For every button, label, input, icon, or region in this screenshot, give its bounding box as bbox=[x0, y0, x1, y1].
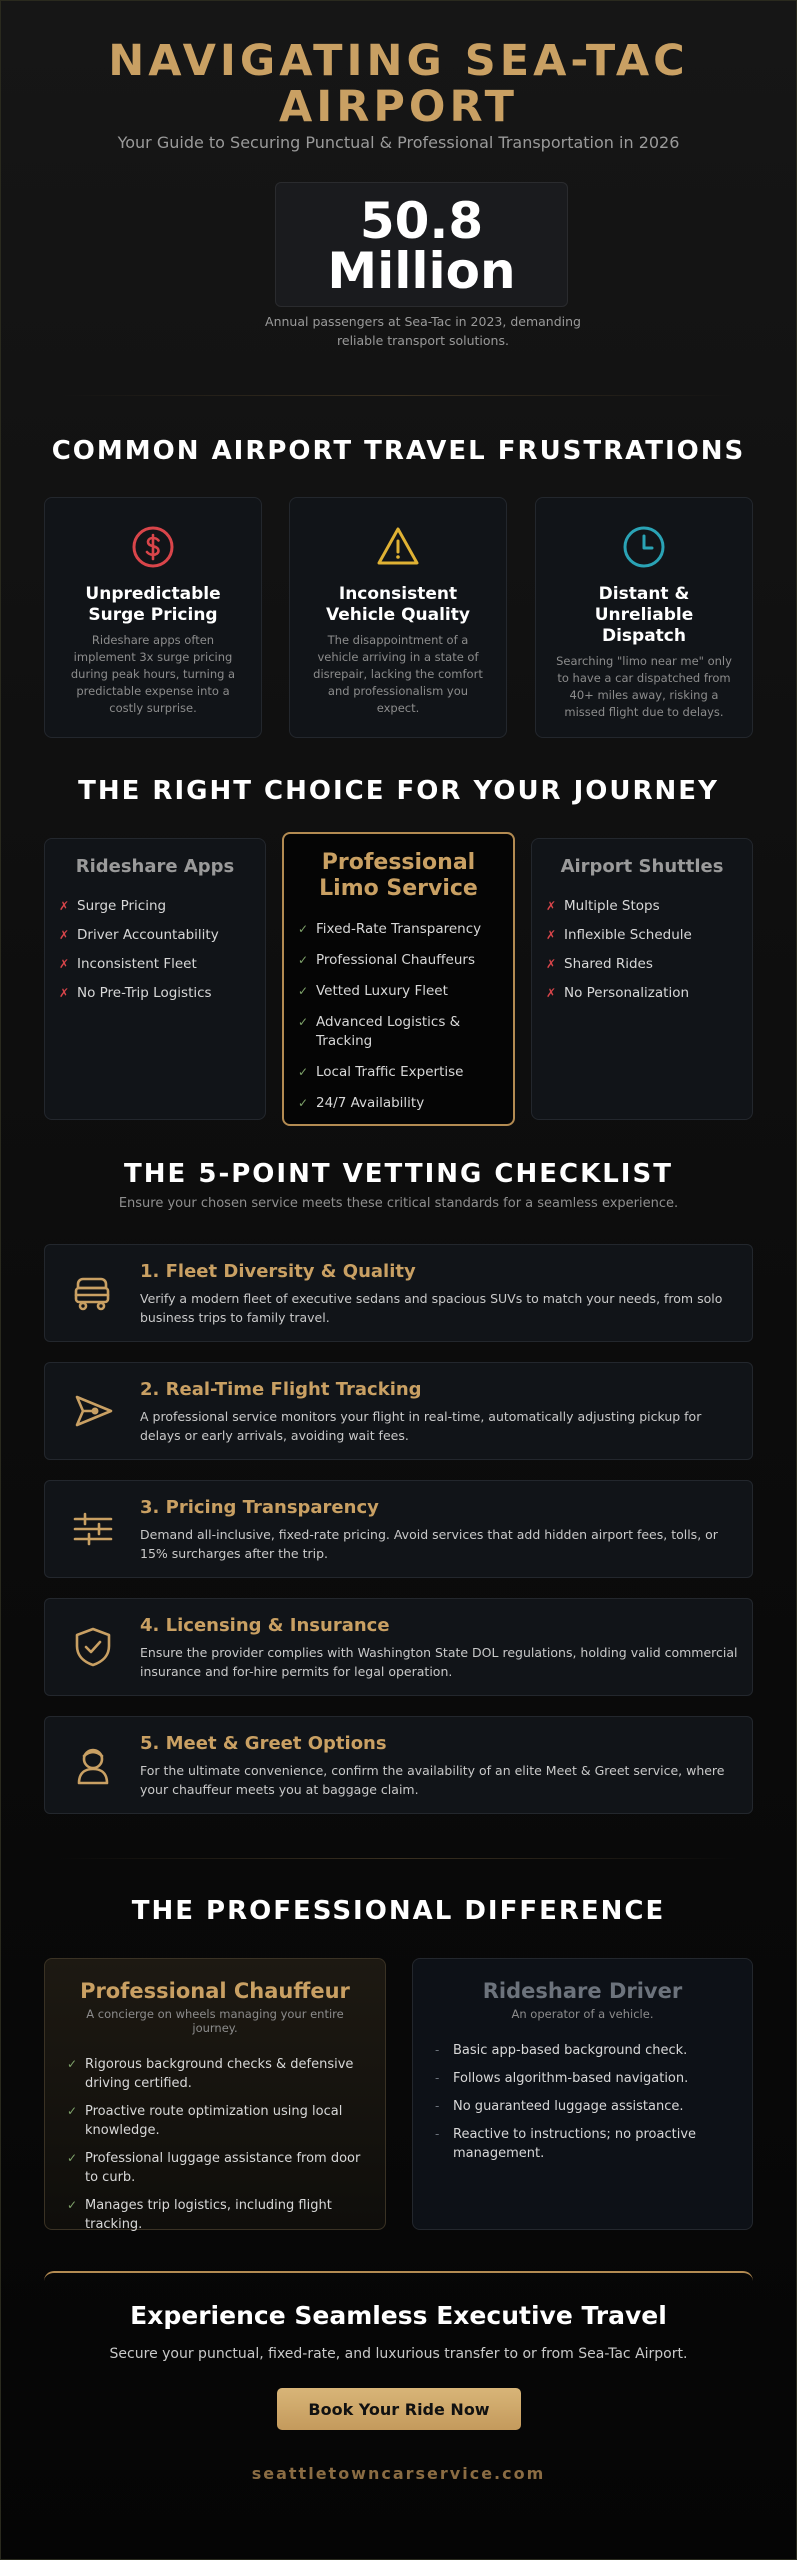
chauffeur-card bbox=[44, 1958, 386, 2230]
x-icon: ✗ bbox=[546, 899, 557, 913]
checklist-item bbox=[44, 1716, 753, 1814]
section-divider bbox=[60, 395, 737, 396]
cta-subtitle: Secure your punctual, fixed-rate, and luxurious transfer to or from Sea-Tac Airport. bbox=[109, 2346, 688, 2362]
stat-description: Annual passengers at Sea-Tac in 2023, demanding reliable transport solutions. bbox=[265, 314, 581, 348]
list-item: - Follows algorithm-based navigation. bbox=[435, 2071, 689, 2086]
check-icon: ✓ bbox=[298, 953, 309, 967]
check-icon: ✓ bbox=[298, 922, 309, 936]
list-item: ✗ Multiple Stops bbox=[546, 898, 660, 914]
rideshare-list bbox=[59, 897, 251, 1003]
checklist-item-title: 1. Fleet Diversity & Quality bbox=[140, 1261, 416, 1282]
chauffeur-list bbox=[67, 2055, 363, 2234]
dash-icon: - bbox=[435, 2127, 440, 2141]
checklist-item bbox=[44, 1598, 753, 1696]
check-icon: ✓ bbox=[67, 2104, 78, 2118]
rideshare-driver-card bbox=[412, 1958, 753, 2230]
chauffeur-icon bbox=[71, 1743, 115, 1787]
list-item: ✓ Proactive route optimization using local knowledge. bbox=[67, 2104, 343, 2138]
check-icon: ✓ bbox=[67, 2151, 78, 2165]
dash-icon: - bbox=[435, 2071, 440, 2085]
list-item: ✗ No Personalization bbox=[546, 985, 690, 1001]
rideshare-driver-title: Rideshare Driver bbox=[482, 1979, 683, 2003]
choice-title: THE RIGHT CHOICE FOR YOUR JOURNEY bbox=[78, 776, 719, 806]
checklist-item-description: A professional service monitors your flight in real-time, automatically adjusting pickup for delays or early arrivals, avoiding wait fees. bbox=[140, 1409, 702, 1443]
rideshare-title: Rideshare Apps bbox=[75, 856, 235, 877]
rideshare-driver-subtitle: An operator of a vehicle. bbox=[511, 2007, 654, 2021]
stat-value: 50.8 bbox=[359, 192, 484, 250]
chauffeur-title: Professional Chauffeur bbox=[80, 1979, 350, 2003]
x-icon: ✗ bbox=[546, 986, 557, 1000]
stat-unit: Million bbox=[327, 242, 516, 300]
checklist-item bbox=[44, 1362, 753, 1460]
list-item: ✓ Professional luggage assistance from door to curb. bbox=[67, 2151, 361, 2185]
checklist-subtitle: Ensure your chosen service meets these critical standards for a seamless experience. bbox=[118, 1196, 679, 1211]
limo-list bbox=[298, 920, 499, 1113]
list-item: ✗ Inflexible Schedule bbox=[546, 927, 692, 943]
checklist-item-description: Ensure the provider complies with Washington State DOL regulations, holding valid commercial insurance and for-hire permits for legal operation. bbox=[140, 1645, 738, 1679]
shuttle-list bbox=[546, 897, 738, 1003]
check-icon: ✓ bbox=[298, 984, 309, 998]
check-icon: ✓ bbox=[298, 1096, 309, 1110]
shield-check-icon bbox=[71, 1625, 115, 1669]
list-item: ✓ 24/7 Availability bbox=[298, 1095, 425, 1111]
x-icon: ✗ bbox=[59, 986, 70, 1000]
list-item: - Reactive to instructions; no proactive management. bbox=[435, 2127, 697, 2161]
frustration-description: The disappointment of a vehicle arriving in a state of disrepair, lacking the comfort and professionalism you expect. bbox=[313, 633, 483, 715]
list-item: - No guaranteed luggage assistance. bbox=[435, 2099, 684, 2114]
rideshare-comparison-card bbox=[44, 838, 266, 1120]
passenger-stat-card bbox=[265, 182, 581, 348]
list-item: ✓ Local Traffic Expertise bbox=[298, 1064, 464, 1080]
limo-title: Professional Limo Service bbox=[319, 850, 478, 901]
frustration-card bbox=[535, 497, 753, 738]
list-item: - Basic app-based background check. bbox=[435, 2043, 688, 2058]
list-item: ✗ Shared Rides bbox=[546, 956, 653, 972]
checklist-item bbox=[44, 1244, 753, 1342]
checklist-item-title: 2. Real-Time Flight Tracking bbox=[140, 1379, 422, 1400]
frustration-description: Rideshare apps often implement 3x surge pricing during peak hours, turning a predictable expense into a costly surprise. bbox=[70, 633, 236, 715]
car-icon bbox=[71, 1271, 115, 1315]
frustration-card bbox=[289, 497, 507, 738]
clock-icon bbox=[621, 524, 667, 570]
x-icon: ✗ bbox=[546, 957, 557, 971]
checklist-item-title: 3. Pricing Transparency bbox=[140, 1497, 379, 1518]
warning-icon bbox=[375, 524, 421, 570]
shuttle-comparison-card bbox=[531, 838, 753, 1120]
list-item: ✓ Fixed-Rate Transparency bbox=[298, 921, 482, 937]
frustrations-title: COMMON AIRPORT TRAVEL FRUSTRATIONS bbox=[51, 436, 746, 466]
website-link[interactable]: seattletowncarservice.com bbox=[251, 2464, 546, 2483]
cta-accent-line bbox=[44, 2271, 753, 2281]
checklist-item-description: For the ultimate convenience, confirm the availability of an elite Meet & Greet service, where your chauffeur meets you at baggage claim. bbox=[140, 1763, 725, 1797]
frustration-card bbox=[44, 497, 262, 738]
frustration-description: Searching "limo near me" only to have a car dispatched from 40+ miles away, risking a missed flight due to delays. bbox=[556, 654, 732, 719]
list-item: ✓ Manages trip logistics, including flight tracking. bbox=[67, 2198, 332, 2232]
dash-icon: - bbox=[435, 2099, 440, 2113]
shuttle-title: Airport Shuttles bbox=[560, 856, 724, 877]
checklist-item-description: Verify a modern fleet of executive sedans and spacious SUVs to match your needs, from solo business trips to family travel. bbox=[140, 1291, 723, 1325]
chauffeur-subtitle: A concierge on wheels managing your entire journey. bbox=[86, 2007, 344, 2035]
cta-title: Experience Seamless Executive Travel bbox=[130, 2301, 667, 2330]
checklist-item-description: Demand all-inclusive, fixed-rate pricing. Avoid services that add hidden airport fees, tolls, or 15% surcharges after the trip. bbox=[140, 1527, 718, 1561]
checklist-title: THE 5-POINT VETTING CHECKLIST bbox=[124, 1159, 673, 1189]
frustration-title: Inconsistent Vehicle Quality bbox=[326, 584, 470, 625]
list-item: ✓ Rigorous background checks & defensive driving certified. bbox=[67, 2057, 354, 2091]
list-item: ✗ No Pre-Trip Logistics bbox=[59, 985, 212, 1001]
limo-comparison-card bbox=[282, 832, 515, 1126]
difference-title: THE PROFESSIONAL DIFFERENCE bbox=[131, 1896, 666, 1926]
list-item: ✓ Advanced Logistics & Tracking bbox=[298, 1014, 461, 1049]
check-icon: ✓ bbox=[298, 1065, 309, 1079]
check-icon: ✓ bbox=[67, 2198, 78, 2212]
rideshare-driver-list bbox=[435, 2041, 730, 2163]
x-icon: ✗ bbox=[59, 899, 70, 913]
page-subtitle: Your Guide to Securing Punctual & Professional Transportation in 2026 bbox=[117, 133, 680, 152]
checklist-item-title: 5. Meet & Greet Options bbox=[140, 1733, 387, 1754]
sliders-icon bbox=[71, 1507, 115, 1551]
list-item: ✗ Surge Pricing bbox=[59, 898, 167, 914]
list-item: ✗ Driver Accountability bbox=[59, 927, 219, 943]
x-icon: ✗ bbox=[546, 928, 557, 942]
check-icon: ✓ bbox=[298, 1015, 309, 1029]
section-divider bbox=[60, 1858, 737, 1859]
check-icon: ✓ bbox=[67, 2057, 78, 2071]
frustration-title: Unpredictable Surge Pricing bbox=[85, 584, 221, 625]
list-item: ✗ Inconsistent Fleet bbox=[59, 956, 197, 972]
dash-icon: - bbox=[435, 2043, 440, 2057]
plane-icon bbox=[71, 1389, 115, 1433]
x-icon: ✗ bbox=[59, 928, 70, 942]
book-ride-button[interactable]: Book Your Ride Now bbox=[277, 2388, 521, 2430]
checklist-item bbox=[44, 1480, 753, 1578]
dollar-icon bbox=[130, 524, 176, 570]
x-icon: ✗ bbox=[59, 957, 70, 971]
list-item: ✓ Vetted Luxury Fleet bbox=[298, 983, 448, 999]
frustration-title: Distant & Unreliable Dispatch bbox=[594, 584, 694, 646]
page-title: NAVIGATING SEA-TAC AIRPORT bbox=[108, 36, 689, 132]
list-item: ✓ Professional Chauffeurs bbox=[298, 952, 475, 968]
checklist-item-title: 4. Licensing & Insurance bbox=[140, 1615, 390, 1636]
